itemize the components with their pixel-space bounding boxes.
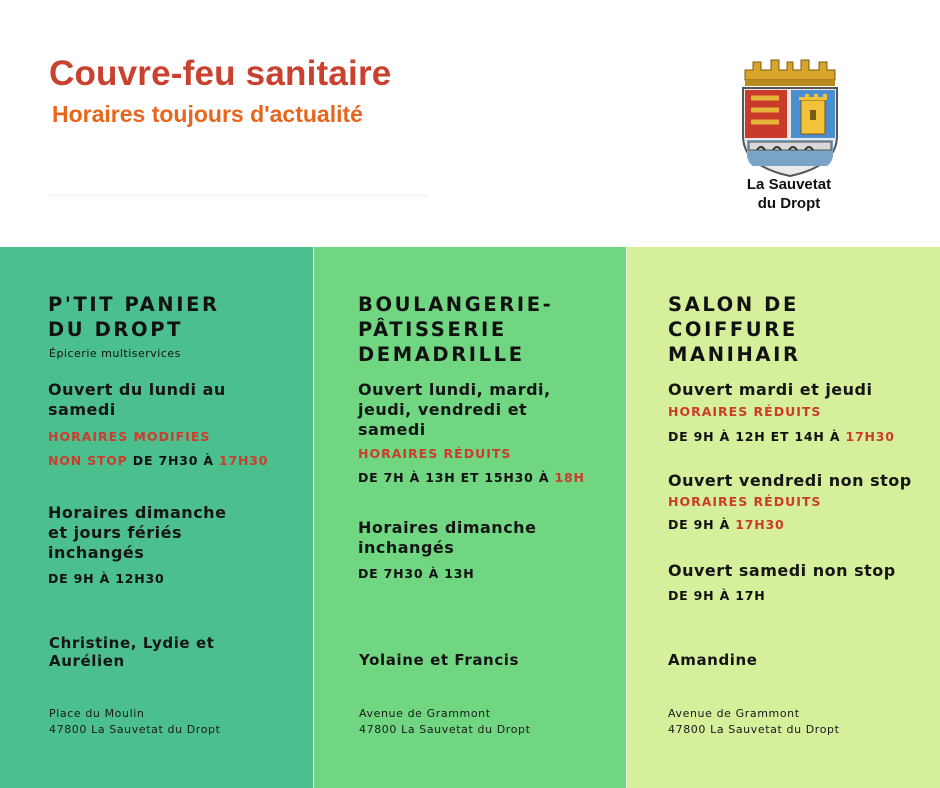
town-name: La Sauvetat du Dropt bbox=[746, 176, 832, 212]
shop-address: Avenue de Grammont 47800 La Sauvetat du Dropt bbox=[668, 707, 840, 736]
nonstop-label: NON STOP bbox=[48, 453, 128, 468]
shop-address: Avenue de Grammont 47800 La Sauvetat du Dropt bbox=[359, 707, 531, 736]
hours-end: 17H30 bbox=[735, 517, 785, 532]
page-title: Couvre-feu sanitaire bbox=[49, 54, 392, 93]
hours-end: 18H bbox=[554, 470, 585, 485]
sunday-hours-title: Horaires dimanche inchangés bbox=[358, 518, 537, 557]
hours-start: DE 9H À 12H ET 14H À bbox=[668, 429, 841, 444]
staff-names: Christine, Lydie et Aurélien bbox=[49, 634, 215, 670]
shop-address: Place du Moulin 47800 La Sauvetat du Dropt bbox=[49, 707, 221, 736]
sunday-hours: DE 7H30 À 13H bbox=[358, 566, 475, 581]
reduced-hours-label: HORAIRES RÉDUITS bbox=[358, 446, 512, 461]
hours-start: DE 7H30 À bbox=[132, 453, 214, 468]
modified-hours-label: HORAIRES MODIFIES bbox=[48, 429, 211, 444]
opening-days: Ouvert du lundi au samedi bbox=[48, 380, 226, 419]
shop-name: BOULANGERIE- PÂTISSERIE DEMADRILLE bbox=[358, 293, 554, 366]
opening-days: Ouvert lundi, mardi, jeudi, vendredi et samedi bbox=[358, 380, 551, 439]
staff-names: Yolaine et Francis bbox=[359, 651, 520, 669]
hours-end: 17H30 bbox=[218, 453, 269, 468]
hours-line bbox=[48, 453, 268, 468]
reduced-hours-label: HORAIRES RÉDUITS bbox=[668, 404, 822, 419]
page-subtitle: Horaires toujours d'actualité bbox=[52, 101, 363, 127]
hours-start: DE 7H À 13H ET 15H30 À bbox=[358, 470, 550, 485]
opening-days-a: Ouvert mardi et jeudi bbox=[668, 380, 873, 399]
column-divider bbox=[313, 247, 314, 788]
shop-name: P'TIT PANIER DU DROPT bbox=[48, 293, 220, 341]
shop-name: SALON DE COIFFURE MANIHAIR bbox=[668, 293, 801, 366]
opening-days-b: Ouvert vendredi non stop bbox=[668, 471, 912, 490]
saturday-hours: DE 9H À 17H bbox=[668, 588, 766, 603]
opening-days-c: Ouvert samedi non stop bbox=[668, 561, 896, 580]
decorative-line bbox=[48, 186, 428, 206]
hours-line bbox=[358, 470, 585, 485]
hours-line bbox=[668, 517, 784, 532]
hours-line bbox=[668, 429, 895, 444]
sunday-hours: DE 9H À 12H30 bbox=[48, 571, 165, 586]
hours-end: 17H30 bbox=[845, 429, 895, 444]
header-banner bbox=[0, 0, 940, 247]
reduced-hours-label: HORAIRES RÉDUITS bbox=[668, 494, 822, 509]
staff-names: Amandine bbox=[668, 651, 758, 669]
hours-start: DE 9H À bbox=[668, 517, 731, 532]
sunday-hours-title: Horaires dimanche et jours fériés inchangés bbox=[48, 503, 227, 562]
column-divider bbox=[626, 247, 627, 788]
town-crest-icon bbox=[735, 58, 845, 178]
shop-tagline: Épicerie multiservices bbox=[49, 347, 181, 360]
